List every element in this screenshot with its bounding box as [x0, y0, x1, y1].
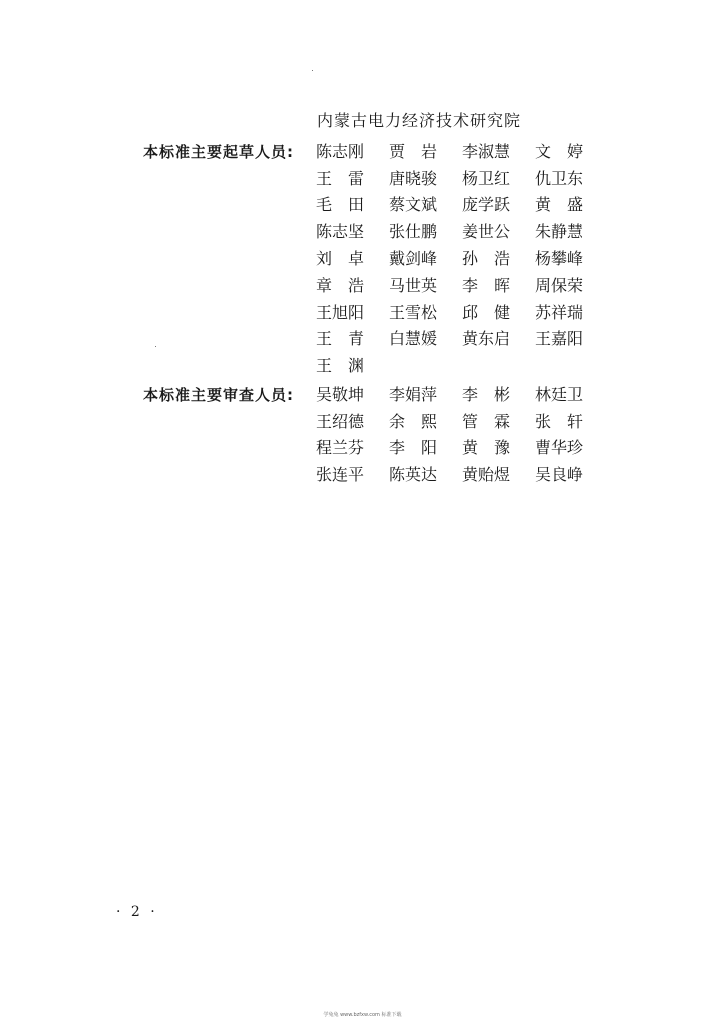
- person-name: 王 青: [316, 329, 365, 349]
- name-row: [316, 351, 608, 378]
- person-name: 白慧媛: [389, 329, 438, 349]
- person-name: 王嘉阳: [535, 329, 584, 349]
- organization-name: 内蒙古电力经济技术研究院: [317, 111, 522, 130]
- person-name: 仇卫东: [535, 168, 584, 188]
- person-name: 曹华珍: [535, 438, 584, 458]
- person-name: 王绍德: [316, 411, 365, 431]
- person-name: 王雪松: [389, 302, 438, 322]
- page-number: · 2 ·: [116, 904, 158, 920]
- person-name: 杨卫红: [462, 168, 511, 188]
- person-name: 蔡文斌: [389, 195, 438, 215]
- name-row: [316, 407, 608, 434]
- person-name: 刘 卓: [316, 249, 365, 269]
- person-name: 邱 健: [462, 302, 511, 322]
- person-name: 张仕鹏: [389, 222, 438, 242]
- person-name: 姜世公: [462, 222, 511, 242]
- person-name: 苏祥瑞: [535, 302, 584, 322]
- person-name: 李娟萍: [389, 384, 438, 404]
- person-name: 吴敬坤: [316, 384, 365, 404]
- person-name: 李淑慧: [462, 141, 511, 161]
- person-name: 马世英: [389, 275, 438, 295]
- person-name: 杨攀峰: [535, 249, 584, 269]
- name-row: [316, 460, 608, 487]
- person-name: 朱静慧: [535, 222, 584, 242]
- person-name: 余 熙: [389, 411, 438, 431]
- person-name: 黄东启: [462, 329, 511, 349]
- person-name: 贾 岩: [389, 141, 438, 161]
- person-name: 唐晓骏: [389, 168, 438, 188]
- scan-speck: [155, 346, 156, 347]
- person-name: 张连平: [316, 465, 365, 485]
- person-name: 孙 浩: [462, 249, 511, 269]
- name-row: [316, 244, 608, 271]
- name-row: [316, 325, 608, 352]
- person-name: 王 雷: [316, 168, 365, 188]
- person-name: 李 阳: [389, 438, 438, 458]
- person-name: 王旭阳: [316, 302, 365, 322]
- drafters-list: [316, 137, 608, 378]
- drafters-label: 本标准主要起草人员:: [143, 143, 294, 161]
- person-name: 庞学跃: [462, 195, 511, 215]
- person-name: 程兰芬: [316, 438, 365, 458]
- person-name: 李 彬: [462, 384, 511, 404]
- scan-speck: [312, 70, 313, 71]
- person-name: 黄贻煜: [462, 465, 511, 485]
- reviewers-list: [316, 380, 608, 487]
- person-name: 张 轩: [535, 411, 584, 431]
- name-row: [316, 434, 608, 461]
- person-name: 王 渊: [316, 356, 365, 376]
- person-name: 吴良峥: [535, 465, 584, 485]
- person-name: 周保荣: [535, 275, 584, 295]
- person-name: 管 霖: [462, 411, 511, 431]
- name-row: [316, 137, 608, 164]
- person-name: 陈英达: [389, 465, 438, 485]
- name-row: [316, 191, 608, 218]
- person-name: 黄 盛: [535, 195, 584, 215]
- person-name: 文 婷: [535, 141, 584, 161]
- person-name: 毛 田: [316, 195, 365, 215]
- person-name: 黄 豫: [462, 438, 511, 458]
- person-name: 戴剑峰: [389, 249, 438, 269]
- person-name: 李 晖: [462, 275, 511, 295]
- person-name: 章 浩: [316, 275, 365, 295]
- person-name: 陈志坚: [316, 222, 365, 242]
- footer-watermark: 学兔兔 www.bzfxw.com 标准下载: [323, 1012, 402, 1018]
- person-name: 陈志刚: [316, 141, 365, 161]
- name-row: [316, 298, 608, 325]
- name-row: [316, 271, 608, 298]
- name-row: [316, 217, 608, 244]
- reviewers-label: 本标准主要审查人员:: [143, 386, 294, 404]
- name-row: [316, 380, 608, 407]
- person-name: 林廷卫: [535, 384, 584, 404]
- name-row: [316, 164, 608, 191]
